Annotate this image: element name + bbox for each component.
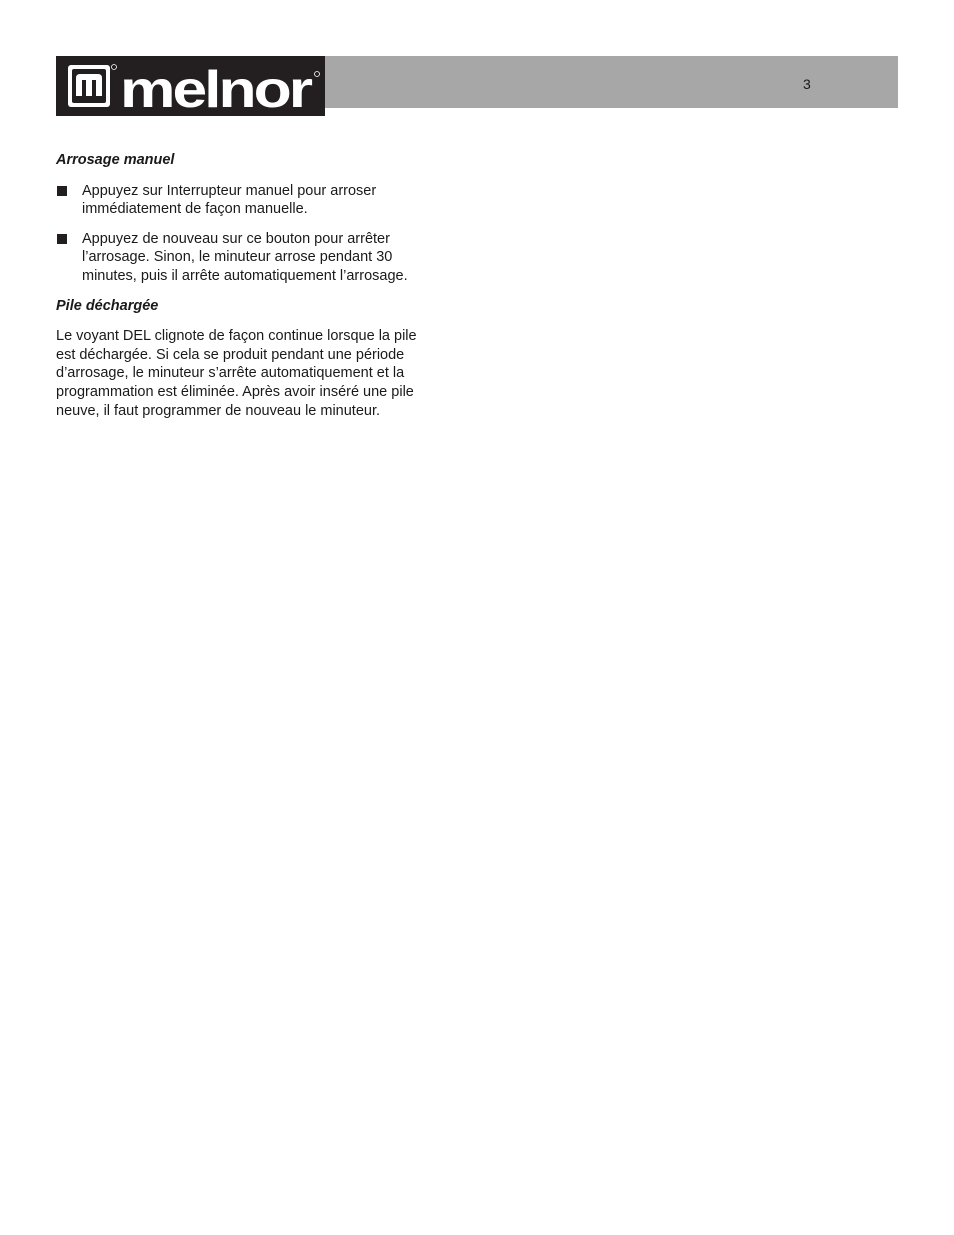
svg-text:melnor: melnor (120, 61, 313, 116)
bullet-square-icon (57, 186, 67, 196)
section-heading-arrosage-manuel: Arrosage manuel (56, 152, 175, 168)
paragraph-pile-dechargee: Le voyant DEL clignote de façon continue lorsque la pile est déchargée. Si cela se produit pendant une période d’arrosage, le minuteur s’arrête automatiquement et la programmation est éliminée. Après avoir inséré une pile neuve, il faut programmer de nouveau le minuteur. (56, 328, 417, 419)
melnor-logo (56, 56, 325, 116)
melnor-logo-mark (56, 56, 325, 116)
bullet-list (56, 182, 436, 286)
list-item-text: Appuyez sur Interrupteur manuel pour arroser immédiatement de façon manuelle. (82, 182, 377, 218)
page-number: 3 (803, 76, 811, 92)
section-heading-pile-dechargee: Pile déchargée (56, 297, 159, 314)
main-content (56, 151, 436, 420)
list-item-text: Appuyez de nouveau sur ce bouton pour arrêter l’arrosage. Sinon, le minuteur arrose pendant 30 minutes, puis il arrête automatiquement l’arrosage. (82, 230, 408, 284)
bullet-square-icon (57, 234, 67, 244)
list-item (56, 182, 436, 219)
list-item (56, 230, 436, 286)
